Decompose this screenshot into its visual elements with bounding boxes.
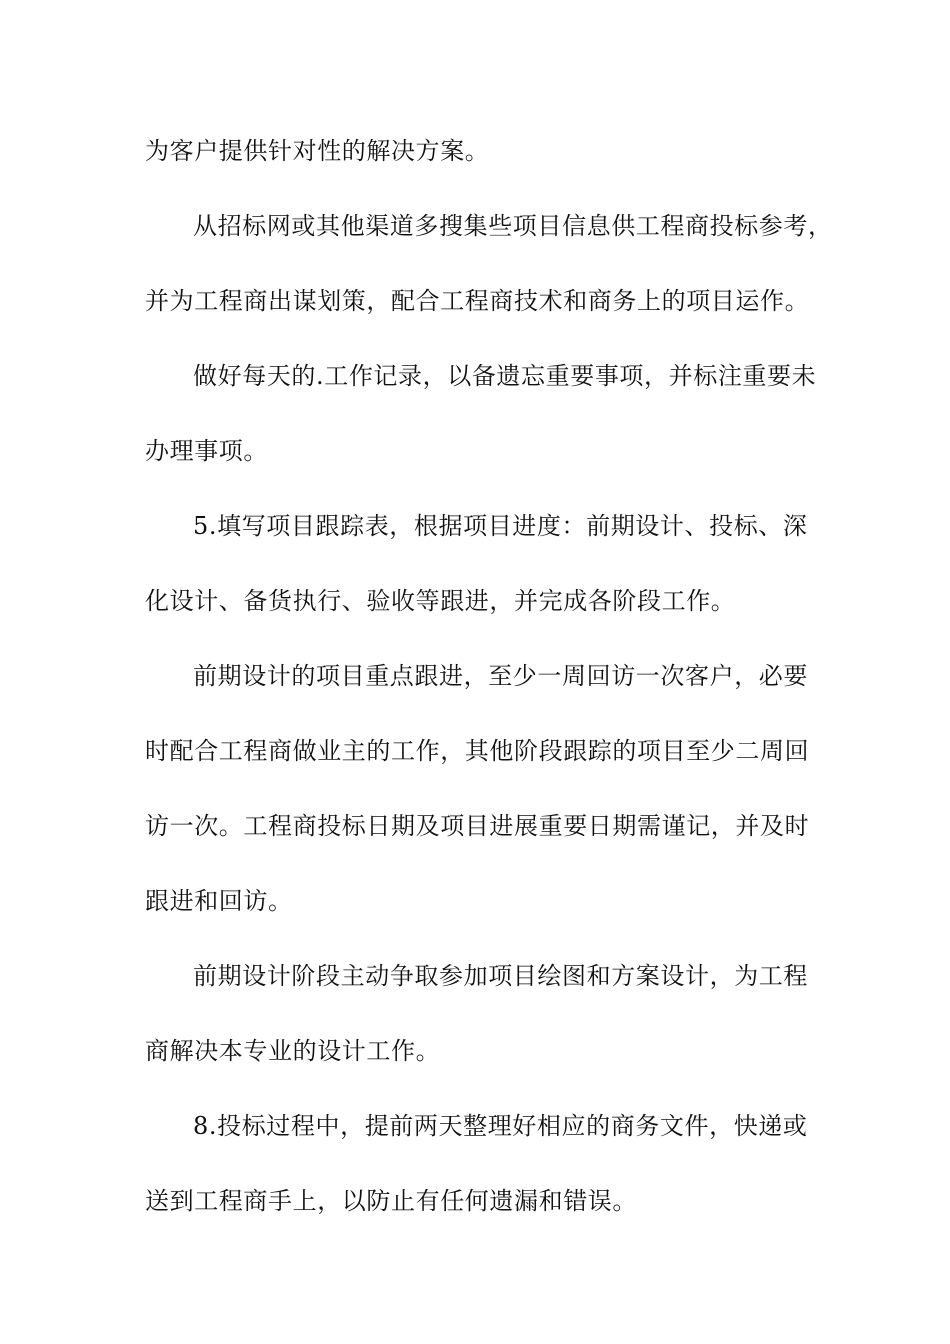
text-line: 并为工程商出谋划策，配合工程商技术和商务上的项目运作。 xyxy=(145,287,810,315)
text-line: 跟进和回访。 xyxy=(145,887,293,915)
text-line: 时配合工程商做业主的工作，其他阶段跟踪的项目至少二周回 xyxy=(145,737,810,765)
text-line: 商解决本专业的设计工作。 xyxy=(145,1037,441,1065)
paragraph-start: 5.填写项目跟踪表，根据项目进度：前期设计、投标、深 xyxy=(193,512,808,540)
text-line: 送到工程商手上，以防止有任何遗漏和错误。 xyxy=(145,1187,637,1215)
paragraph-start: 做好每天的.工作记录，以备遗忘重要事项，并标注重要未 xyxy=(193,362,817,390)
paragraph-start: 前期设计阶段主动争取参加项目绘图和方案设计，为工程 xyxy=(193,962,808,990)
text-line: 化设计、备货执行、验收等跟进，并完成各阶段工作。 xyxy=(145,587,736,615)
text-line: 为客户提供针对性的解决方案。 xyxy=(145,137,490,165)
text-line: 办理事项。 xyxy=(145,437,268,465)
paragraph-start: 前期设计的项目重点跟进，至少一周回访一次客户，必要 xyxy=(193,662,808,690)
text-line: 访一次。工程商投标日期及项目进展重要日期需谨记，并及时 xyxy=(145,812,810,840)
paragraph-start: 从招标网或其他渠道多搜集些项目信息供工程商投标参考， xyxy=(193,212,833,240)
paragraph-start: 8.投标过程中，提前两天整理好相应的商务文件，快递或 xyxy=(193,1112,808,1140)
